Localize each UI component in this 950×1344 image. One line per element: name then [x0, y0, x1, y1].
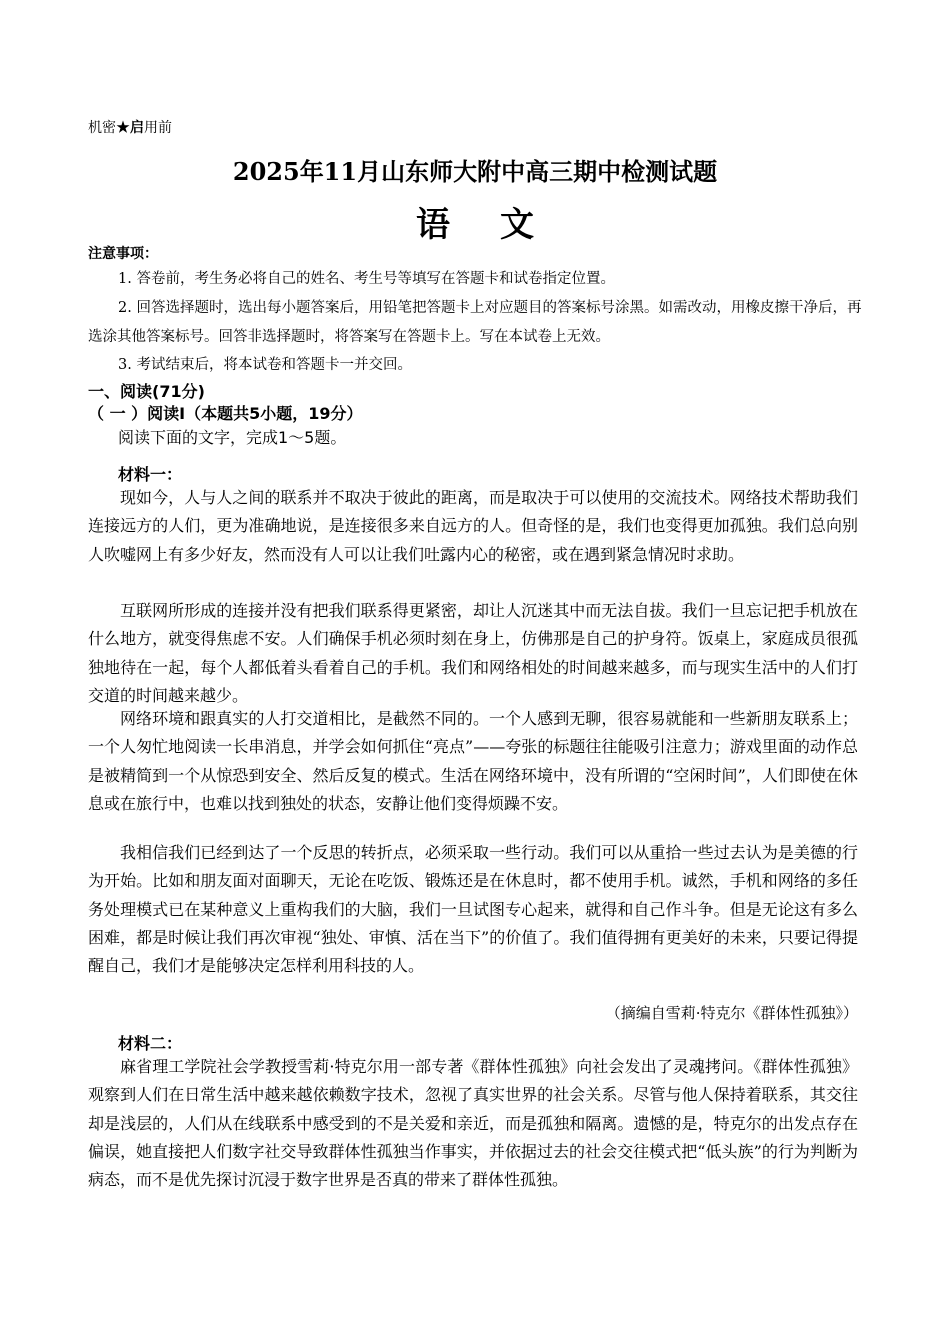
material1-paragraph: 现如今，人与人之间的联系并不取决于彼此的距离，而是取决于可以使用的交流技术。网络技术帮助我们连接远方的人们，更为准确地说，是连接很多来自远方的人。但奇怪的是，我们也变得更加孤独。我们总向别人吹嘘网上有多少好友，然而没有人可以让我们吐露内心的秘密，或在遇到紧急情况时求助。 [88, 488, 858, 564]
star-icon: ★ [116, 120, 130, 136]
section-title: 一、阅读(71分) [88, 382, 205, 401]
secret-prefix: 机密 [88, 120, 116, 136]
section-subtitle: （ 一 ）阅读Ⅰ（本题共5小题，19分） [88, 404, 363, 423]
note-text: 2. 回答选择题时，选出每小题答案后，用铅笔把答题卡上对应题目的答案标号涂黑。如需改动，用橡皮擦干净后，再选涂其他答案标号。回答非选择题时，将答案写在答题卡上。写在本试卷上无效。 [88, 300, 862, 345]
material1-paragraph: 互联网所形成的连接并没有把我们联系得更紧密，却让人沉迷其中而无法自拔。我们一旦忘记把手机放在什么地方，就变得焦虑不安。人们确保手机必须时刻在身上，仿佛那是自己的护身符。饭桌上，家庭成员很孤独地待在一起，每个人都低着头看着自己的手机。我们和网络相处的时间越来越多，而与现实生活中的人们打交道的时间越来越少。 [88, 601, 858, 705]
note-item [88, 351, 862, 380]
material1-label: 材料一： [118, 465, 183, 484]
note-text: 3. 考试结束后，将本试卷和答题卡一并交回。 [118, 357, 412, 373]
note-item [88, 294, 862, 352]
material1-paragraph: 网络环境和跟真实的人打交道相比，是截然不同的。一个人感到无聊，很容易就能和一些新朋友联系上；一个人匆忙地阅读一长串消息，并学会如何抓住“亮点”——夸张的标题往往能吸引注意力；游戏里面的动作总是被精简到一个从惊恐到安全、然后反复的模式。生活在网络环境中，没有所谓的“空闲时间”，人们即使在休息或在旅行中，也难以找到独处的状态，安静让他们变得烦躁不安。 [88, 709, 858, 813]
instruction: 阅读下面的文字，完成1～5题。 [118, 428, 347, 447]
secret-suffix: 用前 [144, 120, 172, 136]
citation: （摘编自雪莉·特克尔《群体性孤独》） [605, 1004, 858, 1022]
notes-heading: 注意事项： [88, 246, 158, 262]
note-item [88, 265, 862, 294]
material1-paragraph: 我相信我们已经到达了一个反思的转折点，必须采取一些行动。我们可以从重拾一些过去认为是美德的行为开始。比如和朋友面对面聊天，无论在吃饭、锻炼还是在休息时，都不使用手机。诚然，手机和网络的多任务处理模式已在某种意义上重构我们的大脑，我们一旦试图专心起来，就得和自己作斗争。但是无论这有多么困难，都是时候让我们再次审视“独处、审慎、活在当下”的价值了。我们值得拥有更美好的未来，只要记得提醒自己，我们才是能够决定怎样利用科技的人。 [88, 843, 858, 976]
note-text: 1. 答卷前，考生务必将自己的姓名、考生号等填写在答题卡和试卷指定位置。 [118, 271, 615, 287]
confidential-mark [88, 117, 172, 137]
exam-title: 2025年11月山东师大附中高三期中检测试题 [232, 157, 718, 186]
material2-label: 材料二： [118, 1034, 183, 1053]
subject-title: 语文 [416, 205, 584, 245]
material2-paragraph: 麻省理工学院社会学教授雪莉·特克尔用一部专著《群体性孤独》向社会发出了灵魂拷问。《群体性孤独》观察到人们在日常生活中越来越依赖数字技术，忽视了真实世界的社会关系。尽管与他人保持着联系，其交往却是浅层的，人们从在线联系中感受到的不是关爱和亲近，而是孤独和隔离。遗憾的是，特克尔的出发点存在偏误，她直接把人们数字社交导致群体性孤独当作事实，并依据过去的社会交往模式把“低头族”的行为判断为病态，而不是优先探讨沉浸于数字世界是否真的带来了群体性孤独。 [88, 1057, 858, 1190]
secret-bold: 启 [130, 120, 144, 136]
